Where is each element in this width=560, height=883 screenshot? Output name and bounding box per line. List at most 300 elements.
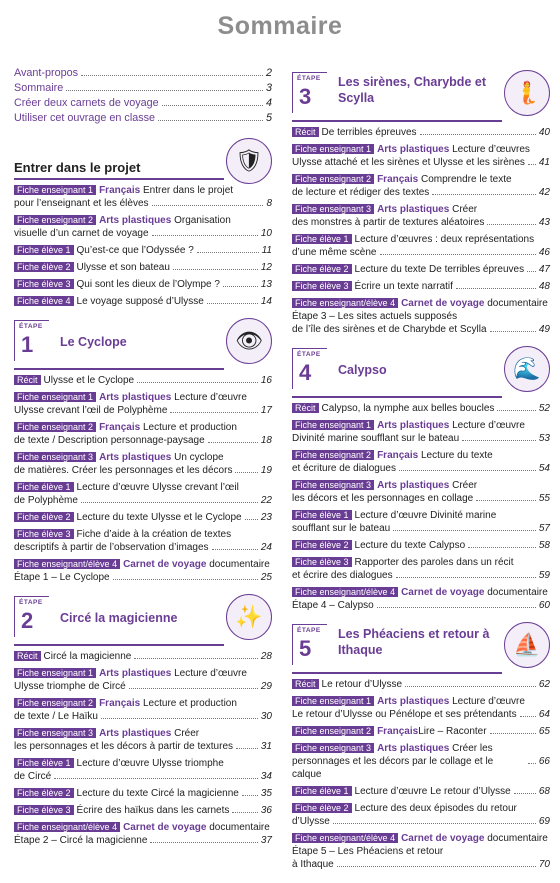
leader-dots xyxy=(520,716,536,717)
entry-text: Le retour d’Ulysse ou Pénélope et ses prétendants xyxy=(292,709,517,720)
section-header xyxy=(14,140,272,180)
entry-last-line xyxy=(292,539,550,552)
toc-entry[interactable] xyxy=(292,126,550,139)
toc-entry[interactable] xyxy=(14,481,272,507)
page-number: 12 xyxy=(260,262,272,273)
entry-first-line xyxy=(292,785,355,798)
entry-subject: Arts plastiques xyxy=(99,392,172,403)
leader-dots xyxy=(242,795,258,796)
entry-subject: Carnet de voyage xyxy=(123,822,207,833)
entry-first-line xyxy=(14,295,77,308)
entry-tag: Fiche enseignant 2 xyxy=(292,174,374,184)
entry-text: Écrire un texte narratif xyxy=(354,281,453,292)
entry-text: Lecture d’œuvre Ulysse crevant l’œil xyxy=(76,482,239,493)
etape-title: Calypso xyxy=(338,363,387,377)
page-number: 28 xyxy=(260,651,272,662)
toc-entry[interactable] xyxy=(292,143,550,169)
intro-label: Créer deux carnets de voyage xyxy=(14,97,159,109)
leader-dots xyxy=(152,205,264,206)
entry-text: Lecture du texte De terribles épreuves xyxy=(354,264,525,275)
leader-dots xyxy=(152,235,258,236)
intro-label: Utiliser cet ouvrage en classe xyxy=(14,112,156,124)
entry-text: Lecture d’œuvre xyxy=(174,392,247,403)
right-column xyxy=(292,60,550,871)
entry-subject: Arts plastiques xyxy=(377,420,450,431)
entry-text: à Ithaque xyxy=(292,859,334,870)
entry-text: Organisation xyxy=(174,215,231,226)
leader-dots xyxy=(245,519,258,520)
page-number: 65 xyxy=(538,726,550,737)
entry-first-line xyxy=(292,233,550,246)
entry-tag: Fiche enseignant 1 xyxy=(14,668,96,678)
page-number: 13 xyxy=(260,279,272,290)
toc-entry[interactable] xyxy=(14,391,272,417)
entry-text: les décors et les personnages en collage xyxy=(292,493,474,504)
entry-first-line xyxy=(292,832,550,858)
entry-text: Ulysse triomphe de Circé xyxy=(14,681,126,692)
cyclops-icon: 👁 xyxy=(226,318,272,364)
entry-text: Un cyclope xyxy=(174,452,224,463)
entry-text: et écriture de dialogues xyxy=(292,463,396,474)
etape-header xyxy=(292,624,550,674)
toc-entry[interactable] xyxy=(292,419,550,445)
entry-tag: Fiche élève 2 xyxy=(292,540,352,550)
entry-first-line xyxy=(14,558,272,571)
page-number: 34 xyxy=(260,771,272,782)
entry-first-line xyxy=(292,143,550,156)
entry-last-line xyxy=(292,599,550,612)
entry-text: Ulysse et le Cyclope xyxy=(43,375,135,386)
entry-last-line xyxy=(14,494,272,507)
leader-dots xyxy=(170,412,257,413)
toc-entry[interactable] xyxy=(14,511,272,524)
page-number: 69 xyxy=(538,816,550,827)
entry-text: de Circé xyxy=(14,771,52,782)
entry-tag: Fiche élève 2 xyxy=(14,262,74,272)
toc-entry[interactable] xyxy=(292,742,550,781)
leader-dots xyxy=(236,748,258,749)
leader-dots xyxy=(81,502,258,503)
entry-tag: Fiche élève 1 xyxy=(292,510,352,520)
toc-entry[interactable] xyxy=(292,556,550,582)
etape-header xyxy=(292,348,550,398)
leader-dots xyxy=(173,269,258,270)
page-number: 36 xyxy=(260,805,272,816)
entry-first-line xyxy=(14,528,272,541)
etape-box xyxy=(292,72,327,113)
entry-tag: Fiche enseignant/élève 4 xyxy=(292,587,398,597)
entry-subject: Arts plastiques xyxy=(377,480,450,491)
entry-tag: Fiche élève 1 xyxy=(14,758,74,768)
leader-dots xyxy=(487,224,536,225)
entry-text: Fiche d’aide à la création de textes xyxy=(76,529,232,540)
entry-tag: Récit xyxy=(292,127,319,137)
toc-entry[interactable] xyxy=(14,787,272,800)
entry-first-line xyxy=(14,727,272,740)
toc-entry[interactable] xyxy=(292,832,550,871)
page-number: 10 xyxy=(260,228,272,239)
entry-first-line xyxy=(292,556,550,569)
toc-entry[interactable] xyxy=(292,785,550,798)
page-number: 29 xyxy=(260,681,272,692)
page-number: 2 xyxy=(265,67,272,79)
entry-text: d’une même scène xyxy=(292,247,377,258)
entry-tag: Fiche élève 2 xyxy=(14,512,74,522)
entry-first-line xyxy=(14,184,272,197)
etape-number: 4 xyxy=(299,360,312,385)
siren-icon: 🧜 xyxy=(504,70,550,116)
page-number: 37 xyxy=(260,835,272,846)
toc-entry[interactable] xyxy=(14,184,272,210)
entry-first-line xyxy=(292,678,322,691)
entry-subject: Arts plastiques xyxy=(99,215,172,226)
leader-dots xyxy=(527,271,536,272)
entry-subject: Français xyxy=(377,450,419,461)
entry-tag: Fiche enseignant/élève 4 xyxy=(14,559,120,569)
toc-entry[interactable] xyxy=(292,725,550,738)
entry-first-line xyxy=(14,697,272,710)
entry-subject: Français xyxy=(377,174,419,185)
circe-icon: ✨ xyxy=(226,594,272,640)
leader-dots xyxy=(337,866,536,867)
leader-dots xyxy=(158,120,263,121)
entry-text: Circé la magicienne xyxy=(43,651,132,662)
entry-first-line xyxy=(14,667,272,680)
entry-tag: Fiche enseignant 1 xyxy=(14,392,96,402)
page-number: 25 xyxy=(260,572,272,583)
etape-rule xyxy=(292,396,502,398)
leader-dots xyxy=(514,793,536,794)
entry-last-line xyxy=(292,858,550,871)
toc-entry[interactable] xyxy=(292,233,550,259)
page-number: 55 xyxy=(538,493,550,504)
entry-text: Lecture d’œuvre xyxy=(452,696,525,707)
entry-text: Lecture et production xyxy=(142,422,237,433)
entry-last-line xyxy=(14,710,272,723)
entry-text: documentaire Étape 5 – Les Phéaciens et retour xyxy=(292,833,548,857)
leader-dots xyxy=(420,134,536,135)
page-number: 70 xyxy=(538,859,550,870)
entry-text: Comprendre le texte xyxy=(420,174,512,185)
entry-last-line xyxy=(292,216,550,229)
leader-dots xyxy=(396,577,536,578)
entry-text: Ulysse attaché et les sirènes et Ulysse et les sirènes xyxy=(292,157,525,168)
etape-label: ÉTAPE xyxy=(19,323,43,330)
entry-text: Lecture d’œuvre Divinité marine xyxy=(354,510,497,521)
intro-item[interactable] xyxy=(14,96,272,111)
page-number: 46 xyxy=(538,247,550,258)
toc-entry[interactable] xyxy=(14,244,272,257)
etape-box xyxy=(14,596,49,637)
entry-tag: Récit xyxy=(14,651,41,661)
leader-dots xyxy=(113,579,258,580)
toc-entry[interactable] xyxy=(292,297,550,336)
entry-subject: Français xyxy=(99,185,141,196)
entry-tag: Fiche élève 1 xyxy=(14,245,74,255)
entry-text: Divinité marine soufflant sur le bateau xyxy=(292,433,460,444)
entry-text: visuelle d’un carnet de voyage xyxy=(14,228,149,239)
entry-tag: Fiche enseignant/élève 4 xyxy=(292,833,398,843)
entry-tag: Fiche élève 3 xyxy=(292,281,352,291)
entry-text: Lecture du texte Circé la magicienne xyxy=(76,788,239,799)
entry-text: descriptifs à partir de l’observation d’images xyxy=(14,542,209,553)
page-number: 3 xyxy=(265,82,272,94)
entry-tag: Fiche élève 3 xyxy=(14,279,74,289)
page-number: 52 xyxy=(538,403,550,414)
entry-first-line xyxy=(14,214,272,227)
intro-label: Sommaire xyxy=(14,82,64,94)
entry-first-line xyxy=(292,419,550,432)
entry-last-line xyxy=(292,755,550,781)
entry-text: de Polyphème xyxy=(14,495,78,506)
toc-entry[interactable] xyxy=(14,278,272,291)
entry-first-line xyxy=(14,244,77,257)
toc-entry[interactable] xyxy=(292,173,550,199)
leader-dots xyxy=(377,607,536,608)
entry-text: Lire – Raconter xyxy=(418,726,487,737)
entry-tag: Fiche élève 2 xyxy=(292,264,352,274)
toc-entry[interactable] xyxy=(14,821,272,847)
entry-text: Qui sont les dieux de l’Olympe ? xyxy=(76,279,220,290)
leader-dots xyxy=(432,194,536,195)
entry-last-line xyxy=(292,708,550,721)
entry-last-line xyxy=(292,815,550,828)
entry-tag: Fiche enseignant 2 xyxy=(292,450,374,460)
entry-text: de texte / Description personnage-paysage xyxy=(14,435,205,446)
toc-entry[interactable] xyxy=(292,695,550,721)
page-number: 19 xyxy=(260,465,272,476)
entry-last-line xyxy=(292,432,550,445)
etape-number: 1 xyxy=(21,332,34,357)
entry-first-line xyxy=(14,821,272,834)
entry-last-line xyxy=(292,263,550,276)
entry-text: Lecture des deux épisodes du retour xyxy=(354,803,517,814)
page-number: 17 xyxy=(260,405,272,416)
entry-last-line xyxy=(14,787,272,800)
etape-title: Les sirènes, Charybde et Scylla xyxy=(338,75,486,105)
leader-dots xyxy=(462,440,536,441)
entry-text: Créer les xyxy=(452,743,493,754)
entry-first-line xyxy=(292,695,550,708)
entry-first-line xyxy=(14,261,77,274)
entry-first-line xyxy=(292,173,550,186)
page-number: 47 xyxy=(538,264,550,275)
leader-dots xyxy=(393,530,536,531)
entry-subject: Français xyxy=(99,698,141,709)
entry-last-line xyxy=(14,571,272,584)
toc-entry[interactable] xyxy=(14,295,272,308)
entry-subject: Carnet de voyage xyxy=(401,833,485,844)
entry-first-line xyxy=(14,511,77,524)
entry-tag: Fiche élève 4 xyxy=(14,296,74,306)
page-title: Sommaire xyxy=(217,12,343,40)
etape-rule xyxy=(14,368,224,370)
intro-item[interactable] xyxy=(14,111,272,126)
page-number: 68 xyxy=(538,786,550,797)
entry-text: Le voyage supposé d’Ulysse xyxy=(76,296,204,307)
entry-first-line xyxy=(292,263,355,276)
entry-subject: Arts plastiques xyxy=(377,144,450,155)
intro-item[interactable] xyxy=(14,66,272,81)
entry-last-line xyxy=(14,227,272,240)
entry-tag: Fiche enseignant 2 xyxy=(292,726,374,736)
leader-dots xyxy=(197,252,259,253)
entry-subject: Carnet de voyage xyxy=(123,559,207,570)
entry-text: Lecture d’œuvre Ulysse triomphe xyxy=(76,758,224,769)
entry-tag: Fiche enseignant 2 xyxy=(14,215,96,225)
toc-entry[interactable] xyxy=(292,479,550,505)
entry-first-line xyxy=(292,509,550,522)
entry-first-line xyxy=(14,421,272,434)
toc-entry[interactable] xyxy=(292,263,550,276)
page-number: 42 xyxy=(538,187,550,198)
entry-last-line xyxy=(14,650,272,663)
entry-tag: Fiche enseignant 3 xyxy=(14,728,96,738)
entry-last-line xyxy=(14,261,272,274)
etape-box xyxy=(14,320,49,361)
entry-text: Écrire des haïkus dans les carnets xyxy=(76,805,230,816)
entry-tag: Fiche enseignant 1 xyxy=(292,144,374,154)
page-number: 4 xyxy=(265,97,272,109)
toc-entry[interactable] xyxy=(292,280,550,293)
toc-entry[interactable] xyxy=(14,667,272,693)
etape-box xyxy=(292,624,327,665)
leader-dots xyxy=(456,288,536,289)
entry-first-line xyxy=(14,757,272,770)
leader-dots xyxy=(54,778,258,779)
entry-last-line xyxy=(14,295,272,308)
entry-text: Calypso, la nymphe aux belles boucles xyxy=(321,403,495,414)
entry-text: Créer xyxy=(174,728,200,739)
entry-text: personnages et les décors par le collage et le calque xyxy=(292,756,494,780)
leader-dots xyxy=(405,686,536,687)
toc-entry[interactable] xyxy=(292,449,550,475)
page-number: 58 xyxy=(538,540,550,551)
entry-last-line xyxy=(292,402,550,415)
entry-first-line xyxy=(14,787,77,800)
toc-entry[interactable] xyxy=(14,214,272,240)
entry-first-line xyxy=(292,802,550,815)
entry-text: des monstres à partir de textures aléatoires xyxy=(292,217,485,228)
entry-tag: Récit xyxy=(14,375,41,385)
entry-subject: Carnet de voyage xyxy=(401,587,485,598)
toc-entry[interactable] xyxy=(14,697,272,723)
toc-entry[interactable] xyxy=(292,586,550,612)
leader-dots xyxy=(497,410,535,411)
entry-first-line xyxy=(292,742,550,755)
page-number: 49 xyxy=(538,324,550,335)
entry-text: De terribles épreuves xyxy=(321,127,417,138)
entry-tag: Récit xyxy=(292,679,319,689)
entry-last-line xyxy=(14,244,272,257)
intro-list xyxy=(14,66,272,126)
entry-text: Lecture et production xyxy=(142,698,237,709)
entry-tag: Fiche enseignant 2 xyxy=(14,698,96,708)
toc-entry[interactable] xyxy=(292,402,550,415)
entry-last-line xyxy=(292,678,550,691)
leader-dots xyxy=(333,823,536,824)
toc-entry[interactable] xyxy=(14,374,272,387)
entry-last-line xyxy=(14,434,272,447)
toc-entry[interactable] xyxy=(14,558,272,584)
etape-title: Les Phéaciens et retour à Ithaque xyxy=(338,627,490,657)
entry-last-line xyxy=(292,785,550,798)
entry-tag: Fiche enseignant/élève 4 xyxy=(14,822,120,832)
entry-tag: Fiche enseignant 3 xyxy=(292,204,374,214)
entry-first-line xyxy=(292,402,322,415)
toc-entry[interactable] xyxy=(14,451,272,477)
entry-last-line xyxy=(292,156,550,169)
toc-entry[interactable] xyxy=(292,509,550,535)
etape-header xyxy=(292,72,550,122)
entry-subject: Arts plastiques xyxy=(377,696,450,707)
toc-entry[interactable] xyxy=(292,802,550,828)
page-number: 57 xyxy=(538,523,550,534)
toc-entry[interactable] xyxy=(292,539,550,552)
leader-dots xyxy=(528,164,536,165)
leader-dots xyxy=(207,303,258,304)
page-number: 59 xyxy=(538,570,550,581)
entry-text: Étape 1 – Le Cyclope xyxy=(14,572,110,583)
left-column xyxy=(14,60,272,847)
toc-entry[interactable] xyxy=(292,678,550,691)
entry-subject: Arts plastiques xyxy=(99,728,172,739)
leader-dots xyxy=(490,733,536,734)
entry-tag: Fiche élève 1 xyxy=(292,234,352,244)
entry-first-line xyxy=(292,539,355,552)
intro-item[interactable] xyxy=(14,81,272,96)
entry-last-line xyxy=(14,374,272,387)
leader-dots xyxy=(223,286,258,287)
entry-text: Créer xyxy=(452,204,478,215)
etape-number: 5 xyxy=(299,636,312,661)
intro-label: Avant-propos xyxy=(14,67,79,79)
entry-text: Rapporter des paroles dans un récit xyxy=(354,557,514,568)
leader-dots xyxy=(101,718,258,719)
toc-entry[interactable] xyxy=(14,261,272,274)
entry-tag: Fiche élève 3 xyxy=(292,557,352,567)
entry-text: Lecture d’œuvres : deux représentations xyxy=(354,234,535,245)
entry-first-line xyxy=(14,481,272,494)
toc-entry[interactable] xyxy=(14,757,272,783)
toc-entry[interactable] xyxy=(14,650,272,663)
toc-entry[interactable] xyxy=(14,804,272,817)
etape-label: ÉTAPE xyxy=(19,599,43,606)
entry-last-line xyxy=(14,541,272,554)
entry-first-line xyxy=(292,586,550,599)
toc-entry[interactable] xyxy=(14,421,272,447)
etape-header xyxy=(14,320,272,370)
entry-subject: Arts plastiques xyxy=(99,668,172,679)
entry-subject: Arts plastiques xyxy=(377,204,450,215)
entry-text: de lecture et rédiger des textes xyxy=(292,187,430,198)
toc-entry[interactable] xyxy=(14,727,272,753)
etape-rule xyxy=(292,120,502,122)
toc-entry[interactable] xyxy=(292,203,550,229)
entry-tag: Fiche enseignant/élève 4 xyxy=(292,298,398,308)
entry-tag: Fiche enseignant 3 xyxy=(292,743,374,753)
entry-tag: Fiche élève 2 xyxy=(14,788,74,798)
entry-tag: Fiche enseignant 1 xyxy=(292,696,374,706)
entry-tag: Fiche élève 2 xyxy=(292,803,352,813)
leader-dots xyxy=(235,472,257,473)
entry-last-line xyxy=(292,280,550,293)
entry-text: Lecture du texte Ulysse et le Cyclope xyxy=(76,512,242,523)
entry-last-line xyxy=(14,834,272,847)
leader-dots xyxy=(150,842,257,843)
etape-label: ÉTAPE xyxy=(297,351,321,358)
toc-entry[interactable] xyxy=(14,528,272,554)
